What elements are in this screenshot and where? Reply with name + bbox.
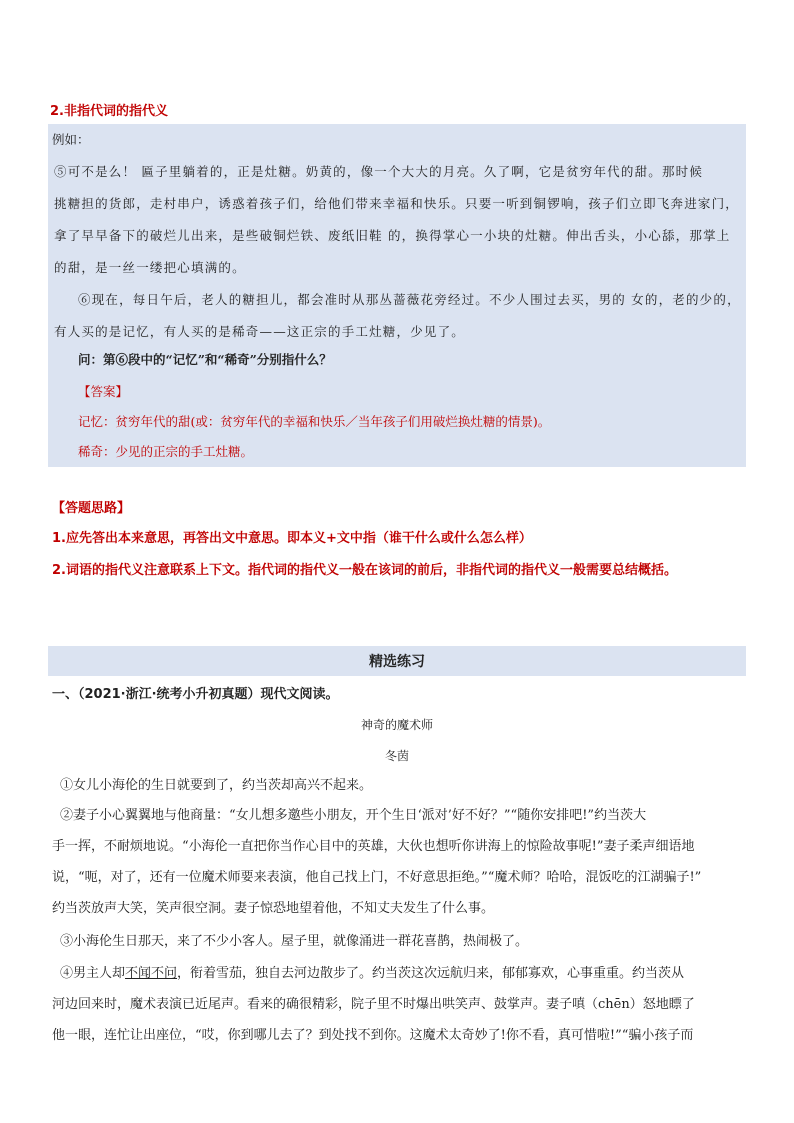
- story-paragraph-2-line-3: 说，“呃，对了，还有一位魔术师要来表演，他自己找上门，不好意思拒绝。”“魔术师？哈哈，混饭吃的江湖骗子!”: [52, 870, 702, 885]
- story-title: 神奇的魔术师: [360, 718, 433, 732]
- example-label: 例如：: [52, 132, 90, 147]
- paragraph-6-line-2: 有人买的是记忆，有人买的是稀奇——这正宗的手工灶糖，少见了。: [54, 324, 466, 339]
- story-paragraph-2-line-1: ②妻子小心翼翼地与他商量：“女儿想多邀些小朋友，开个生日‘派对’好不好？”“随你安排吧!”约当茨大: [60, 808, 647, 823]
- paragraph-5-line-1: ⑤可不是么！ 匾子里躺着的，正是灶糖。奶黄的，像一个大大的月亮。久了啊，它是贫穷年代的甜。那时候: [54, 164, 704, 179]
- tips-title: 【答题思路】: [52, 501, 131, 516]
- story-paragraph-4-line-3: 他一眼，连忙让出座位，“哎，你到哪儿去了？到处找不到你。这魔术太奇妙了!你不看，真可惜啦!”“骗小孩子而: [52, 1028, 694, 1043]
- story-paragraph-2-line-4: 约当茨放声大笑，笑声很空洞。妻子惊恐地望着他，不知丈夫发生了什么事。: [52, 901, 495, 916]
- story-paragraph-3: ③小海伦生日那天，来了不少小客人。屋子里，就像涌进一群花喜鹊，热闹极了。: [60, 934, 529, 949]
- answer-line-2: 稀奇：少见的正宗的手工灶糖。: [78, 444, 254, 459]
- text-span: ④男主人却: [60, 966, 126, 981]
- answer-line-1: 记忆：贫穷年代的甜(或：贫穷年代的幸福和快乐／当年孩子们用破烂换灶糖的情景)。: [78, 414, 551, 429]
- story-paragraph-4-line-2: 河边回来时，魔术表演已近尾声。看来的确很精彩，院子里不时爆出哄笑声、鼓掌声。妻子嗔（chēn）怒地瞟了: [52, 997, 695, 1012]
- underlined-phrase: 不闻不问: [125, 966, 178, 981]
- practice-title: 精选练习: [369, 654, 425, 670]
- text-span: ，衔着雪茄，独自去河边散步了。约当茨这次远航归来，郁郁寡欢，心事重重。约当茨从: [177, 966, 685, 981]
- paragraph-5-line-2: 挑糖担的货郎，走村串户，诱惑着孩子们，给他们带来幸福和快乐。只要一听到铜锣响，孩子们立即飞奔进家门，: [54, 196, 740, 211]
- story-author: 冬茵: [384, 749, 409, 763]
- practice-section-bar: [48, 646, 746, 676]
- example-box: [48, 124, 746, 467]
- story-paragraph-2-line-2: 手一挥，不耐烦地说。“小海伦一直把你当作心目中的英雄，大伙也想听你讲海上的惊险故事呢!”妻子柔声细语地: [52, 839, 695, 854]
- question-1-heading: 一、（2021·浙江·统考小升初真题）现代文阅读。: [52, 687, 339, 702]
- section-heading: 2.非指代词的指代义: [50, 104, 168, 119]
- question: 问：第⑥段中的“记忆”和“稀奇”分别指什么？: [78, 352, 332, 367]
- paragraph-5-line-4: 的甜，是一丝一缕把心填满的。: [54, 260, 246, 275]
- paragraph-6-line-1: ⑥现在，每日午后，老人的糖担儿，都会准时从那丛蔷薇花旁经过。不少人围过去买，男的 女的，老的少的，: [78, 292, 741, 307]
- paragraph-5-line-3: 拿了早早备下的破烂儿出来，是些破铜烂铁、废纸旧鞋 的，换得掌心一小块的灶糖。伸出舌头，小心舔，那掌上: [54, 228, 731, 243]
- story-paragraph-4-line-1: [60, 965, 684, 983]
- tip-1: 1.应先答出本来意思，再答出文中意思。即本义+文中指（谁干什么或什么怎么样）: [52, 531, 532, 546]
- tip-2: 2.词语的指代义注意联系上下文。指代词的指代义一般在该词的前后，非指代词的指代义一般需要总结概括。: [52, 563, 677, 578]
- answer-label: 【答案】: [78, 384, 129, 399]
- story-paragraph-1: ①女儿小海伦的生日就要到了，约当茨却高兴不起来。: [60, 778, 373, 793]
